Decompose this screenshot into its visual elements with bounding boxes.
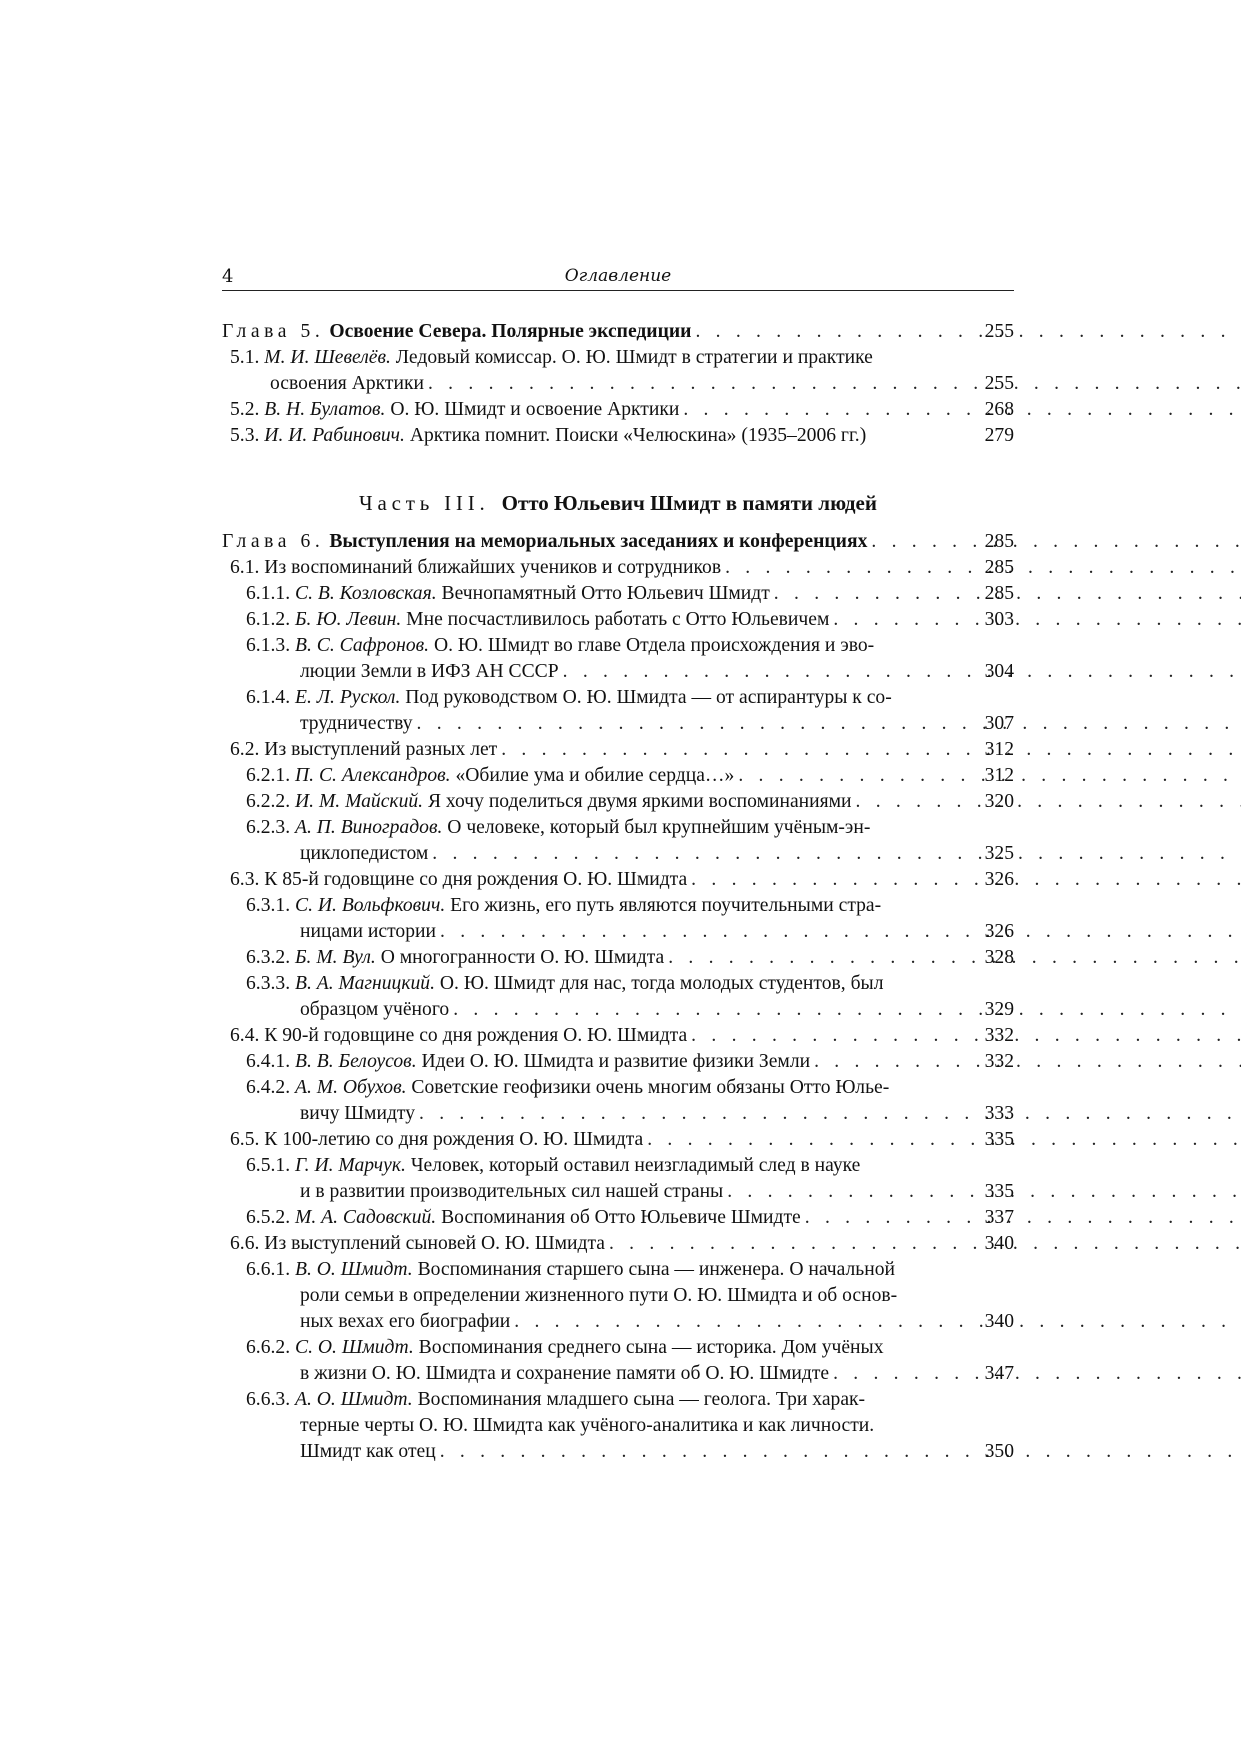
item-title: Человек, который оставил неизгладимый след в науке <box>410 1155 861 1176</box>
item-author: Е. Л. Рускол. <box>295 687 401 708</box>
item-number: 6.3.1. <box>246 895 291 916</box>
item-author: П. С. Александров. <box>295 765 451 786</box>
item-title: Я хочу поделиться двумя яркими воспоминаниями <box>427 791 852 812</box>
page-ref: 268 <box>984 399 1014 420</box>
page-ref: 279 <box>984 425 1014 446</box>
leader-dots <box>440 1441 1241 1462</box>
item-title: Вечнопамятный Отто Юльевич Шмидт <box>441 583 770 604</box>
toc-item-6-1-1[interactable] <box>222 581 1014 607</box>
toc-item-5-2[interactable] <box>222 397 1014 423</box>
item-author: С. И. Вольфкович. <box>295 895 446 916</box>
item-title: Воспоминания среднего сына — историка. Дом учёных <box>418 1337 884 1358</box>
item-title: Из выступлений сыновей О. Ю. Шмидта <box>264 1233 605 1254</box>
item-title: Ледовый комиссар. О. Ю. Шмидт в стратегии и практике <box>395 347 873 368</box>
leader-dots <box>805 1207 1241 1228</box>
part-label: Часть III. <box>359 491 490 515</box>
item-title: Мне посчастливилось работать с Отто Юльевичем <box>406 609 830 630</box>
leader-dots <box>668 947 1241 968</box>
item-number: 5.2. <box>230 399 260 420</box>
leader-dots <box>563 661 1241 682</box>
item-title: К 85-й годовщине со дня рождения О. Ю. Шмидта <box>264 869 688 890</box>
page-ref: 303 <box>984 609 1014 630</box>
leader-dots <box>514 1311 1241 1332</box>
toc-item-6-1-4[interactable] <box>222 685 1014 737</box>
toc-item-6-1-2[interactable] <box>222 607 1014 633</box>
toc-item-6-5-1[interactable] <box>222 1153 1014 1205</box>
table-of-contents <box>222 319 1014 1465</box>
item-number: 6.6.1. <box>246 1259 291 1280</box>
item-title-end: люции Земли в ИФЗ АН СССР <box>300 661 559 682</box>
leader-dots <box>417 713 1241 734</box>
toc-item-6-3-1[interactable] <box>222 893 1014 945</box>
item-title: О многогранности О. Ю. Шмидта <box>380 947 665 968</box>
toc-item-6-3-2[interactable] <box>222 945 1014 971</box>
item-number: 6.1.2. <box>246 609 291 630</box>
item-author: В. А. Магницкий. <box>295 973 435 994</box>
item-author: С. В. Козловская. <box>295 583 437 604</box>
item-title: О. Ю. Шмидт и освоение Арктики <box>390 399 680 420</box>
page-ref: 337 <box>984 1207 1014 1228</box>
leader-dots <box>691 1025 1241 1046</box>
page-ref: 335 <box>984 1181 1014 1202</box>
item-number: 6.4.2. <box>246 1077 291 1098</box>
item-title: Арктика помнит. Поиски «Челюскина» (1935–2006 гг.) <box>409 425 867 446</box>
item-title-end: ницами истории <box>300 921 436 942</box>
leader-dots <box>695 321 1241 342</box>
item-number: 6.3. <box>230 869 260 890</box>
item-number: 6.3.3. <box>246 973 291 994</box>
chapter-title: Освоение Севера. Полярные экспедиции <box>329 321 692 342</box>
page-ref: 255 <box>984 321 1014 342</box>
toc-section-6-2[interactable] <box>222 737 1014 763</box>
item-author: В. О. Шмидт. <box>295 1259 413 1280</box>
page-ref: 340 <box>984 1311 1014 1332</box>
item-title-end: Шмидт как отец <box>300 1441 436 1462</box>
page-ref: 307 <box>984 713 1014 734</box>
item-title: Воспоминания об Отто Юльевиче Шмидте <box>441 1207 801 1228</box>
item-number: 6.1.4. <box>246 687 291 708</box>
item-title: Воспоминания младшего сына — геолога. Три харак- <box>417 1389 866 1410</box>
leader-dots <box>683 399 1241 420</box>
item-number: 6.3.2. <box>246 947 291 968</box>
item-title: Его жизнь, его путь являются поучительными стра- <box>450 895 882 916</box>
chapter-label: Глава 6. <box>222 531 325 552</box>
toc-item-6-2-3[interactable] <box>222 815 1014 867</box>
item-title: О. Ю. Шмидт во главе Отдела происхождения и эво- <box>433 635 875 656</box>
item-number: 6.5.1. <box>246 1155 291 1176</box>
part-heading <box>222 489 1014 517</box>
toc-item-5-3[interactable] <box>222 423 1014 449</box>
item-author: Б. М. Вул. <box>295 947 376 968</box>
page-ref: 255 <box>984 373 1014 394</box>
item-number: 6.6. <box>230 1233 260 1254</box>
toc-section-6-1[interactable] <box>222 555 1014 581</box>
page-ref: 333 <box>984 1103 1014 1124</box>
page-ref: 285 <box>984 583 1014 604</box>
item-number: 6.5.2. <box>246 1207 291 1228</box>
leader-dots <box>691 869 1241 890</box>
running-title: Оглавление <box>564 266 672 286</box>
page-ref: 332 <box>984 1025 1014 1046</box>
toc-item-6-6-3[interactable] <box>222 1387 1014 1465</box>
item-author: М. И. Шевелёв. <box>264 347 391 368</box>
page-ref: 347 <box>984 1363 1014 1384</box>
part-title: Отто Юльевич Шмидт в памяти людей <box>501 491 877 515</box>
leader-dots <box>833 609 1241 630</box>
page-ref: 312 <box>984 739 1014 760</box>
leader-dots <box>647 1129 1241 1150</box>
toc-section-6-3[interactable] <box>222 867 1014 893</box>
item-author: И. И. Рабинович. <box>264 425 405 446</box>
item-title-end: в жизни О. Ю. Шмидта и сохранение памяти об О. Ю. Шмидте <box>300 1363 830 1384</box>
item-title: Под руководством О. Ю. Шмидта — от аспирантуры к со- <box>405 687 892 708</box>
toc-item-6-6-1[interactable] <box>222 1257 1014 1335</box>
item-number: 6.5. <box>230 1129 260 1150</box>
leader-dots <box>856 791 1241 812</box>
toc-item-6-5-2[interactable] <box>222 1205 1014 1231</box>
item-title-cont: роли семьи в определении жизненного пути О. Ю. Шмидта и об основ- <box>300 1285 898 1306</box>
header-rule <box>222 290 1014 291</box>
item-title-end: и в развитии производительных сил нашей страны <box>300 1181 724 1202</box>
running-header <box>222 262 1014 288</box>
item-title: Советские геофизики очень многим обязаны Отто Юлье- <box>411 1077 890 1098</box>
page-ref: 304 <box>984 661 1014 682</box>
item-author: В. С. Сафронов. <box>295 635 430 656</box>
page-ref: 335 <box>984 1129 1014 1150</box>
page-ref: 285 <box>984 531 1014 552</box>
item-author: Г. И. Марчук. <box>295 1155 406 1176</box>
item-number: 6.4. <box>230 1025 260 1046</box>
toc-chapter-5[interactable] <box>222 319 1014 345</box>
item-title: К 90-й годовщине со дня рождения О. Ю. Шмидта <box>264 1025 688 1046</box>
item-number: 6.2.3. <box>246 817 291 838</box>
item-author: С. О. Шмидт. <box>295 1337 414 1358</box>
leader-dots <box>814 1051 1241 1072</box>
item-title-cont: терные черты О. Ю. Шмидта как учёного-аналитика и как личности. <box>300 1415 875 1436</box>
toc-section-6-6[interactable] <box>222 1231 1014 1257</box>
toc-section-6-4[interactable] <box>222 1023 1014 1049</box>
leader-dots <box>440 921 1241 942</box>
item-number: 6.6.3. <box>246 1389 291 1410</box>
leader-dots <box>833 1363 1241 1384</box>
item-title: Идеи О. Ю. Шмидта и развитие физики Земли <box>421 1051 811 1072</box>
page-ref: 312 <box>984 765 1014 786</box>
toc-item-6-2-2[interactable] <box>222 789 1014 815</box>
item-author: В. В. Белоусов. <box>295 1051 417 1072</box>
item-title-end: образцом учёного <box>300 999 450 1020</box>
item-number: 6.4.1. <box>246 1051 291 1072</box>
item-number: 6.1.3. <box>246 635 291 656</box>
page-ref: 328 <box>984 947 1014 968</box>
leader-dots <box>419 1103 1241 1124</box>
page-ref: 326 <box>984 921 1014 942</box>
item-number: 6.2.1. <box>246 765 291 786</box>
toc-item-6-2-1[interactable] <box>222 763 1014 789</box>
item-author: А. М. Обухов. <box>295 1077 407 1098</box>
chapter-label: Глава 5. <box>222 321 325 342</box>
page-number: 4 <box>222 266 234 287</box>
item-title: Из воспоминаний ближайших учеников и сотрудников <box>264 557 722 578</box>
item-author: В. Н. Булатов. <box>264 399 386 420</box>
toc-item-6-1-3[interactable] <box>222 633 1014 685</box>
item-title-end: вичу Шмидту <box>300 1103 416 1124</box>
item-title-end: освоения Арктики <box>270 373 424 394</box>
item-title: О человеке, который был крупнейшим учёным-эн- <box>447 817 871 838</box>
item-number: 6.1.1. <box>246 583 291 604</box>
page-ref: 320 <box>984 791 1014 812</box>
page-ref: 325 <box>984 843 1014 864</box>
item-title: К 100-летию со дня рождения О. Ю. Шмидта <box>264 1129 644 1150</box>
item-author: Б. Ю. Левин. <box>295 609 402 630</box>
item-title-end: ных вехах его биографии <box>300 1311 511 1332</box>
item-title-end: трудничеству <box>300 713 413 734</box>
item-title: Воспоминания старшего сына — инженера. О начальной <box>417 1259 895 1280</box>
leader-dots <box>453 999 1241 1020</box>
item-number: 5.3. <box>230 425 260 446</box>
leader-dots <box>871 531 1241 552</box>
toc-section-6-5[interactable] <box>222 1127 1014 1153</box>
page-ref: 350 <box>984 1441 1014 1462</box>
item-author: М. А. Садовский. <box>295 1207 437 1228</box>
chapter-title: Выступления на мемориальных заседаниях и конференциях <box>329 531 868 552</box>
toc-chapter-6[interactable] <box>222 529 1014 555</box>
toc-item-6-4-2[interactable] <box>222 1075 1014 1127</box>
item-author: И. М. Майский. <box>295 791 424 812</box>
item-number: 6.2. <box>230 739 260 760</box>
item-author: А. О. Шмидт. <box>295 1389 413 1410</box>
item-number: 5.1. <box>230 347 260 368</box>
item-number: 6.6.2. <box>246 1337 291 1358</box>
page-ref: 285 <box>984 557 1014 578</box>
item-title: О. Ю. Шмидт для нас, тогда молодых студентов, был <box>439 973 884 994</box>
page-ref: 326 <box>984 869 1014 890</box>
leader-dots <box>501 739 1241 760</box>
toc-item-5-1[interactable] <box>222 345 1014 397</box>
page-ref: 340 <box>984 1233 1014 1254</box>
toc-item-6-6-2[interactable] <box>222 1335 1014 1387</box>
toc-item-6-4-1[interactable] <box>222 1049 1014 1075</box>
leader-dots <box>432 843 1241 864</box>
item-title: «Обилие ума и обилие сердца…» <box>455 765 735 786</box>
toc-page <box>222 262 1014 1465</box>
item-title-end: циклопедистом <box>300 843 429 864</box>
item-title: Из выступлений разных лет <box>264 739 498 760</box>
item-author: А. П. Виноградов. <box>295 817 443 838</box>
item-number: 6.2.2. <box>246 791 291 812</box>
leader-dots <box>428 373 1241 394</box>
item-number: 6.1. <box>230 557 260 578</box>
page-ref: 332 <box>984 1051 1014 1072</box>
toc-item-6-3-3[interactable] <box>222 971 1014 1023</box>
page-ref: 329 <box>984 999 1014 1020</box>
leader-dots <box>609 1233 1241 1254</box>
